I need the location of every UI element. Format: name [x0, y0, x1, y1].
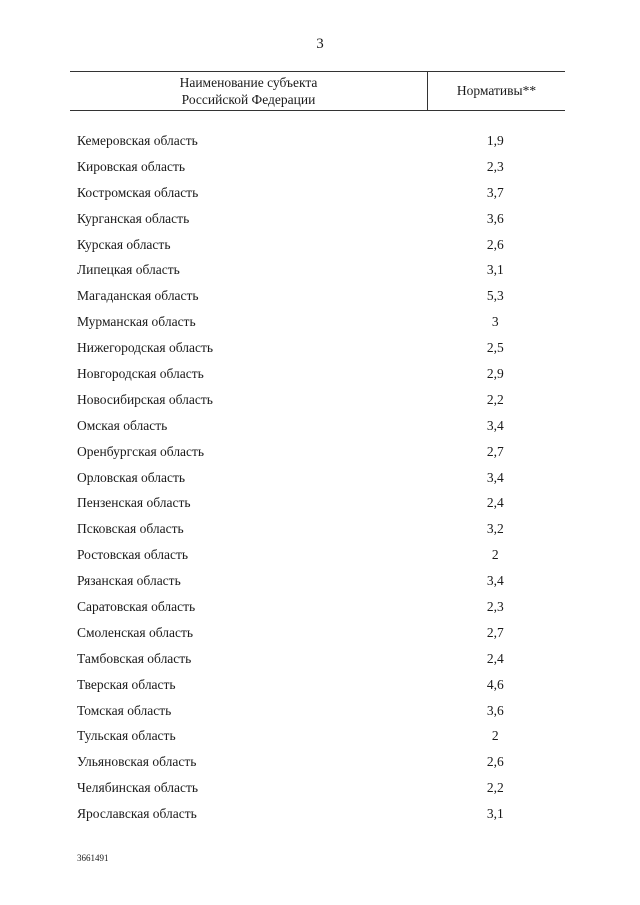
header-subject-name [70, 72, 428, 110]
table-row [77, 490, 565, 516]
table-row [77, 594, 565, 620]
region-name: Нижегородская область [77, 340, 214, 356]
region-name: Ростовская область [77, 547, 188, 563]
norm-value: 3,2 [486, 521, 504, 537]
norm-value: 3 [491, 314, 499, 330]
table-row [77, 465, 565, 491]
document-code: 3661491 [77, 853, 109, 863]
page-number: 3 [316, 36, 324, 52]
region-name: Рязанская область [77, 573, 181, 589]
region-name: Курская область [77, 236, 171, 252]
table-row [77, 749, 565, 775]
region-name: Омская область [77, 417, 168, 433]
table-row [77, 361, 565, 387]
header-subject-name-line1: Наименование субъекта [179, 75, 318, 90]
table-row [77, 154, 565, 180]
norm-value: 5,3 [486, 288, 504, 304]
norm-value: 3,6 [486, 702, 504, 718]
table-row [77, 672, 565, 698]
norm-value: 1,9 [486, 132, 504, 148]
region-name: Пензенская область [77, 495, 191, 511]
table-row [77, 128, 565, 154]
table-row [77, 646, 565, 672]
region-name: Тамбовская область [77, 650, 192, 666]
region-name: Ульяновская область [77, 754, 197, 770]
table-row [77, 516, 565, 542]
region-name: Ярославская область [77, 806, 197, 822]
table-row [77, 232, 565, 258]
region-name: Новосибирская область [77, 391, 213, 407]
region-name: Орловская область [77, 469, 186, 485]
table-row [77, 413, 565, 439]
norm-value: 2,2 [486, 391, 504, 407]
norm-value: 3,7 [486, 184, 504, 200]
norm-value: 3,1 [486, 262, 504, 278]
table-body [77, 128, 565, 827]
region-name: Тульская область [77, 728, 176, 744]
norm-value: 3,4 [486, 417, 504, 433]
norm-value: 2,6 [486, 754, 504, 770]
header-subject-name-line2: Российской Федерации [181, 92, 316, 107]
table-row [77, 568, 565, 594]
table-row [77, 257, 565, 283]
norm-value: 3,4 [486, 573, 504, 589]
norm-value: 2,3 [486, 598, 504, 614]
region-name: Кемеровская область [77, 132, 198, 148]
norm-value: 2,6 [486, 236, 504, 252]
norm-value: 2,4 [486, 650, 504, 666]
table-row [77, 723, 565, 749]
header-norms: Нормативы** [456, 83, 537, 98]
table-row [77, 309, 565, 335]
region-name: Псковская область [77, 521, 184, 537]
region-name: Новгородская область [77, 365, 204, 381]
norm-value: 2,3 [486, 158, 504, 174]
table-row [77, 620, 565, 646]
norm-value: 3,6 [486, 210, 504, 226]
table-row [77, 180, 565, 206]
norm-value: 2,7 [486, 443, 504, 459]
table-header [70, 71, 565, 111]
region-name: Липецкая область [77, 262, 180, 278]
region-name: Магаданская область [77, 288, 199, 304]
region-name: Кировская область [77, 158, 186, 174]
region-name: Тверская область [77, 676, 176, 692]
table-row [77, 206, 565, 232]
region-name: Мурманская область [77, 314, 196, 330]
norm-value: 2,5 [486, 340, 504, 356]
norm-value: 2 [491, 728, 499, 744]
region-name: Курганская область [77, 210, 190, 226]
table-row [77, 335, 565, 361]
region-name: Костромская область [77, 184, 199, 200]
norm-value: 3,4 [486, 469, 504, 485]
region-name: Томская область [77, 702, 172, 718]
region-name: Оренбургская область [77, 443, 205, 459]
table-row [77, 801, 565, 827]
norm-value: 2,4 [486, 495, 504, 511]
region-name: Челябинская область [77, 780, 199, 796]
table-row [77, 283, 565, 309]
region-name: Саратовская область [77, 598, 196, 614]
table-row [77, 542, 565, 568]
table-row [77, 387, 565, 413]
table-row [77, 775, 565, 801]
norm-value: 2 [491, 547, 499, 563]
norm-value: 2,2 [486, 780, 504, 796]
norm-value: 4,6 [486, 676, 504, 692]
norm-value: 2,7 [486, 624, 504, 640]
norm-value: 3,1 [486, 806, 504, 822]
region-name: Смоленская область [77, 624, 194, 640]
table-row [77, 439, 565, 465]
norm-value: 2,9 [486, 365, 504, 381]
table-row [77, 698, 565, 724]
